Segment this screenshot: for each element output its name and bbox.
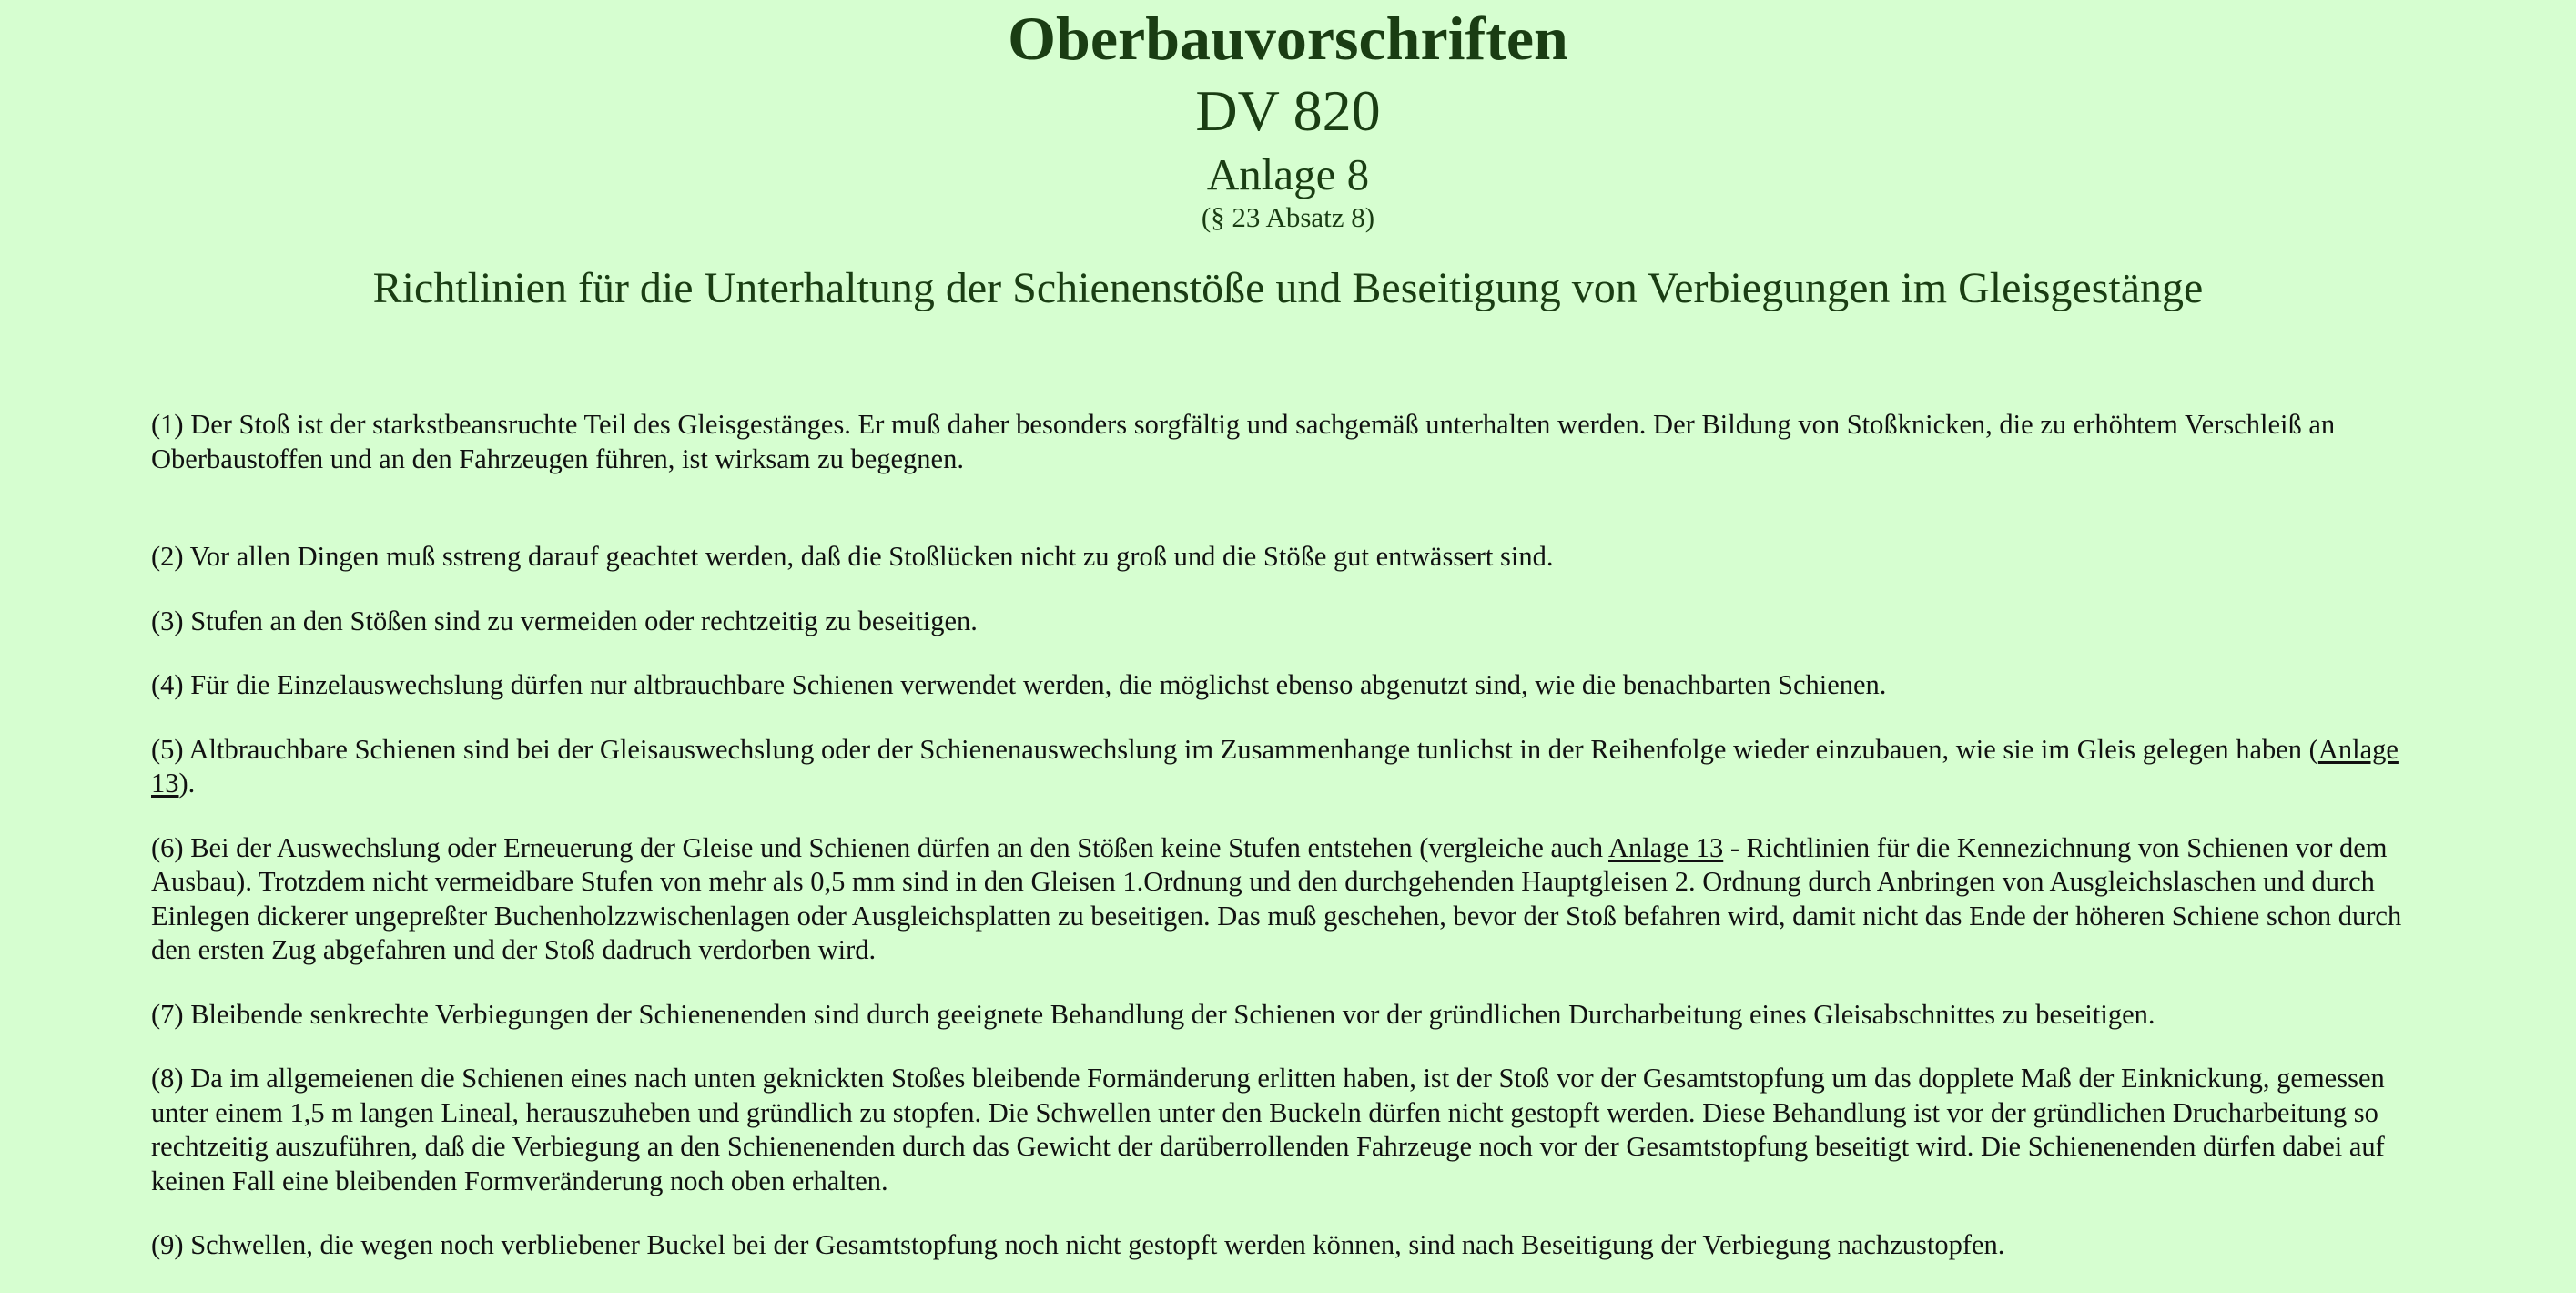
- document-body: [151, 408, 2427, 1293]
- paragraph-5-text-start: (5) Altbrauchbare Schienen sind bei der Gleisauswechslung oder der Schienenauswechslung im Zusammenhange tunlichst in der Reihenfolge wieder einzubauen, wie sie im Gleis gelegen haben (: [151, 733, 2318, 765]
- annex-13-link[interactable]: Anlage 13: [151, 733, 2399, 799]
- document-header: [0, 0, 2576, 313]
- paragraph-4: (4) Für die Einzelauswechslung dürfen nur altbrauchbare Schienen verwendet werden, die möglichst ebenso abgenutzt sind, wie die benachbarten Schienen.: [151, 669, 1887, 700]
- paragraph-8: (8) Da im allgemeienen die Schienen eines nach unten geknickten Stoßes bleibende Formänderung erlitten haben, ist der Stoß vor der Gesamtstopfung um das dopplete Maß der Einknickung, gemessen unter einem 1,5 m langen Lineal, herauszuheben und gründlich zu stopfen. Die Schwellen unter den Buckeln dürfen nicht gestopft werden. Diese Behandlung ist vor der gründlichen Drucharbeitung so rechtzeitig auszuführen, daß die Verbiegung an den Schienenenden durch das Gewicht der darüberrollenden Fahrzeuge noch vor der Gesamtstopfung beseitigt wird. Die Schienenenden dürfen dabei auf keinen Fall eine bleibenden Formveränderung noch oben erhalten.: [151, 1063, 2385, 1196]
- paragraph-6-text-end: - Richtlinien für die Kennezichnung von Schienen vor dem Ausbau). Trotzdem nicht vermeidbare Stufen von mehr als 0,5 mm sind in den Gleisen 1.Ordnung und den durchgehenden Hauptgleisen 2. Ordnung durch Anbringen von Ausgleichslaschen und durch Einlegen dickerer ungepreßter Buchenholzzwischenlagen oder Ausgleichsplatten zu beseitigen. Das muß geschehen, bevor der Stoß befahren wird, damit nicht das Ende der höheren Schiene schon durch den ersten Zug abgefahren und der Stoß dadruch verdorben wird.: [151, 831, 2402, 965]
- paragraph-7: (7) Bleibende senkrechte Verbiegungen der Schienenenden sind durch geeignete Behandlung der Schienen vor der gründlichen Durcharbeitung eines Gleisabschnittes zu beseitigen.: [151, 998, 2155, 1030]
- paragraph-6: [151, 831, 2427, 968]
- paragraph-3: (3) Stufen an den Stößen sind zu vermeiden oder rechtzeitig zu beseitigen.: [151, 605, 978, 636]
- paragraph-5-text-end: ).: [178, 768, 196, 799]
- document-subtitle: Richtlinien für die Unterhaltung der Schienenstöße und Beseitigung von Verbiegungen im Gleisgestänge: [372, 264, 2204, 312]
- paragraph-5: [151, 733, 2427, 801]
- regulation-code: DV 820: [1195, 78, 1381, 143]
- annex-heading: Anlage 8: [1206, 149, 1370, 199]
- document-title: Oberbauvorschriften: [1008, 4, 1568, 73]
- paragraph-2: (2) Vor allen Dingen muß sstreng darauf geachtet werden, daß die Stoßlücken nicht zu groß und die Stöße gut entwässert sind.: [151, 541, 1554, 572]
- paragraph-reference: (§ 23 Absatz 8): [1201, 201, 1375, 233]
- annex-13-link[interactable]: Anlage 13: [1608, 831, 1724, 863]
- paragraph-1: (1) Der Stoß ist der starkstbeansruchte Teil des Gleisgestänges. Er muß daher besonders sorgfältig und sachgemäß unterhalten werden. Der Bildung von Stoßknicken, die zu erhöhtem Verschleiß an Oberbaustoffen und an den Fahrzeugen führen, ist wirksam zu begegnen.: [151, 409, 2336, 474]
- paragraph-9: (9) Schwellen, die wegen noch verbliebener Buckel bei der Gesamtstopfung noch nicht gestopft werden können, sind nach Beseitigung der Verbiegung nachzustopfen.: [151, 1229, 2005, 1260]
- paragraph-6-text-start: (6) Bei der Auswechslung oder Erneuerung der Gleise und Schienen dürfen an den Stößen keine Stufen entstehen (vergleiche auch: [151, 831, 1609, 863]
